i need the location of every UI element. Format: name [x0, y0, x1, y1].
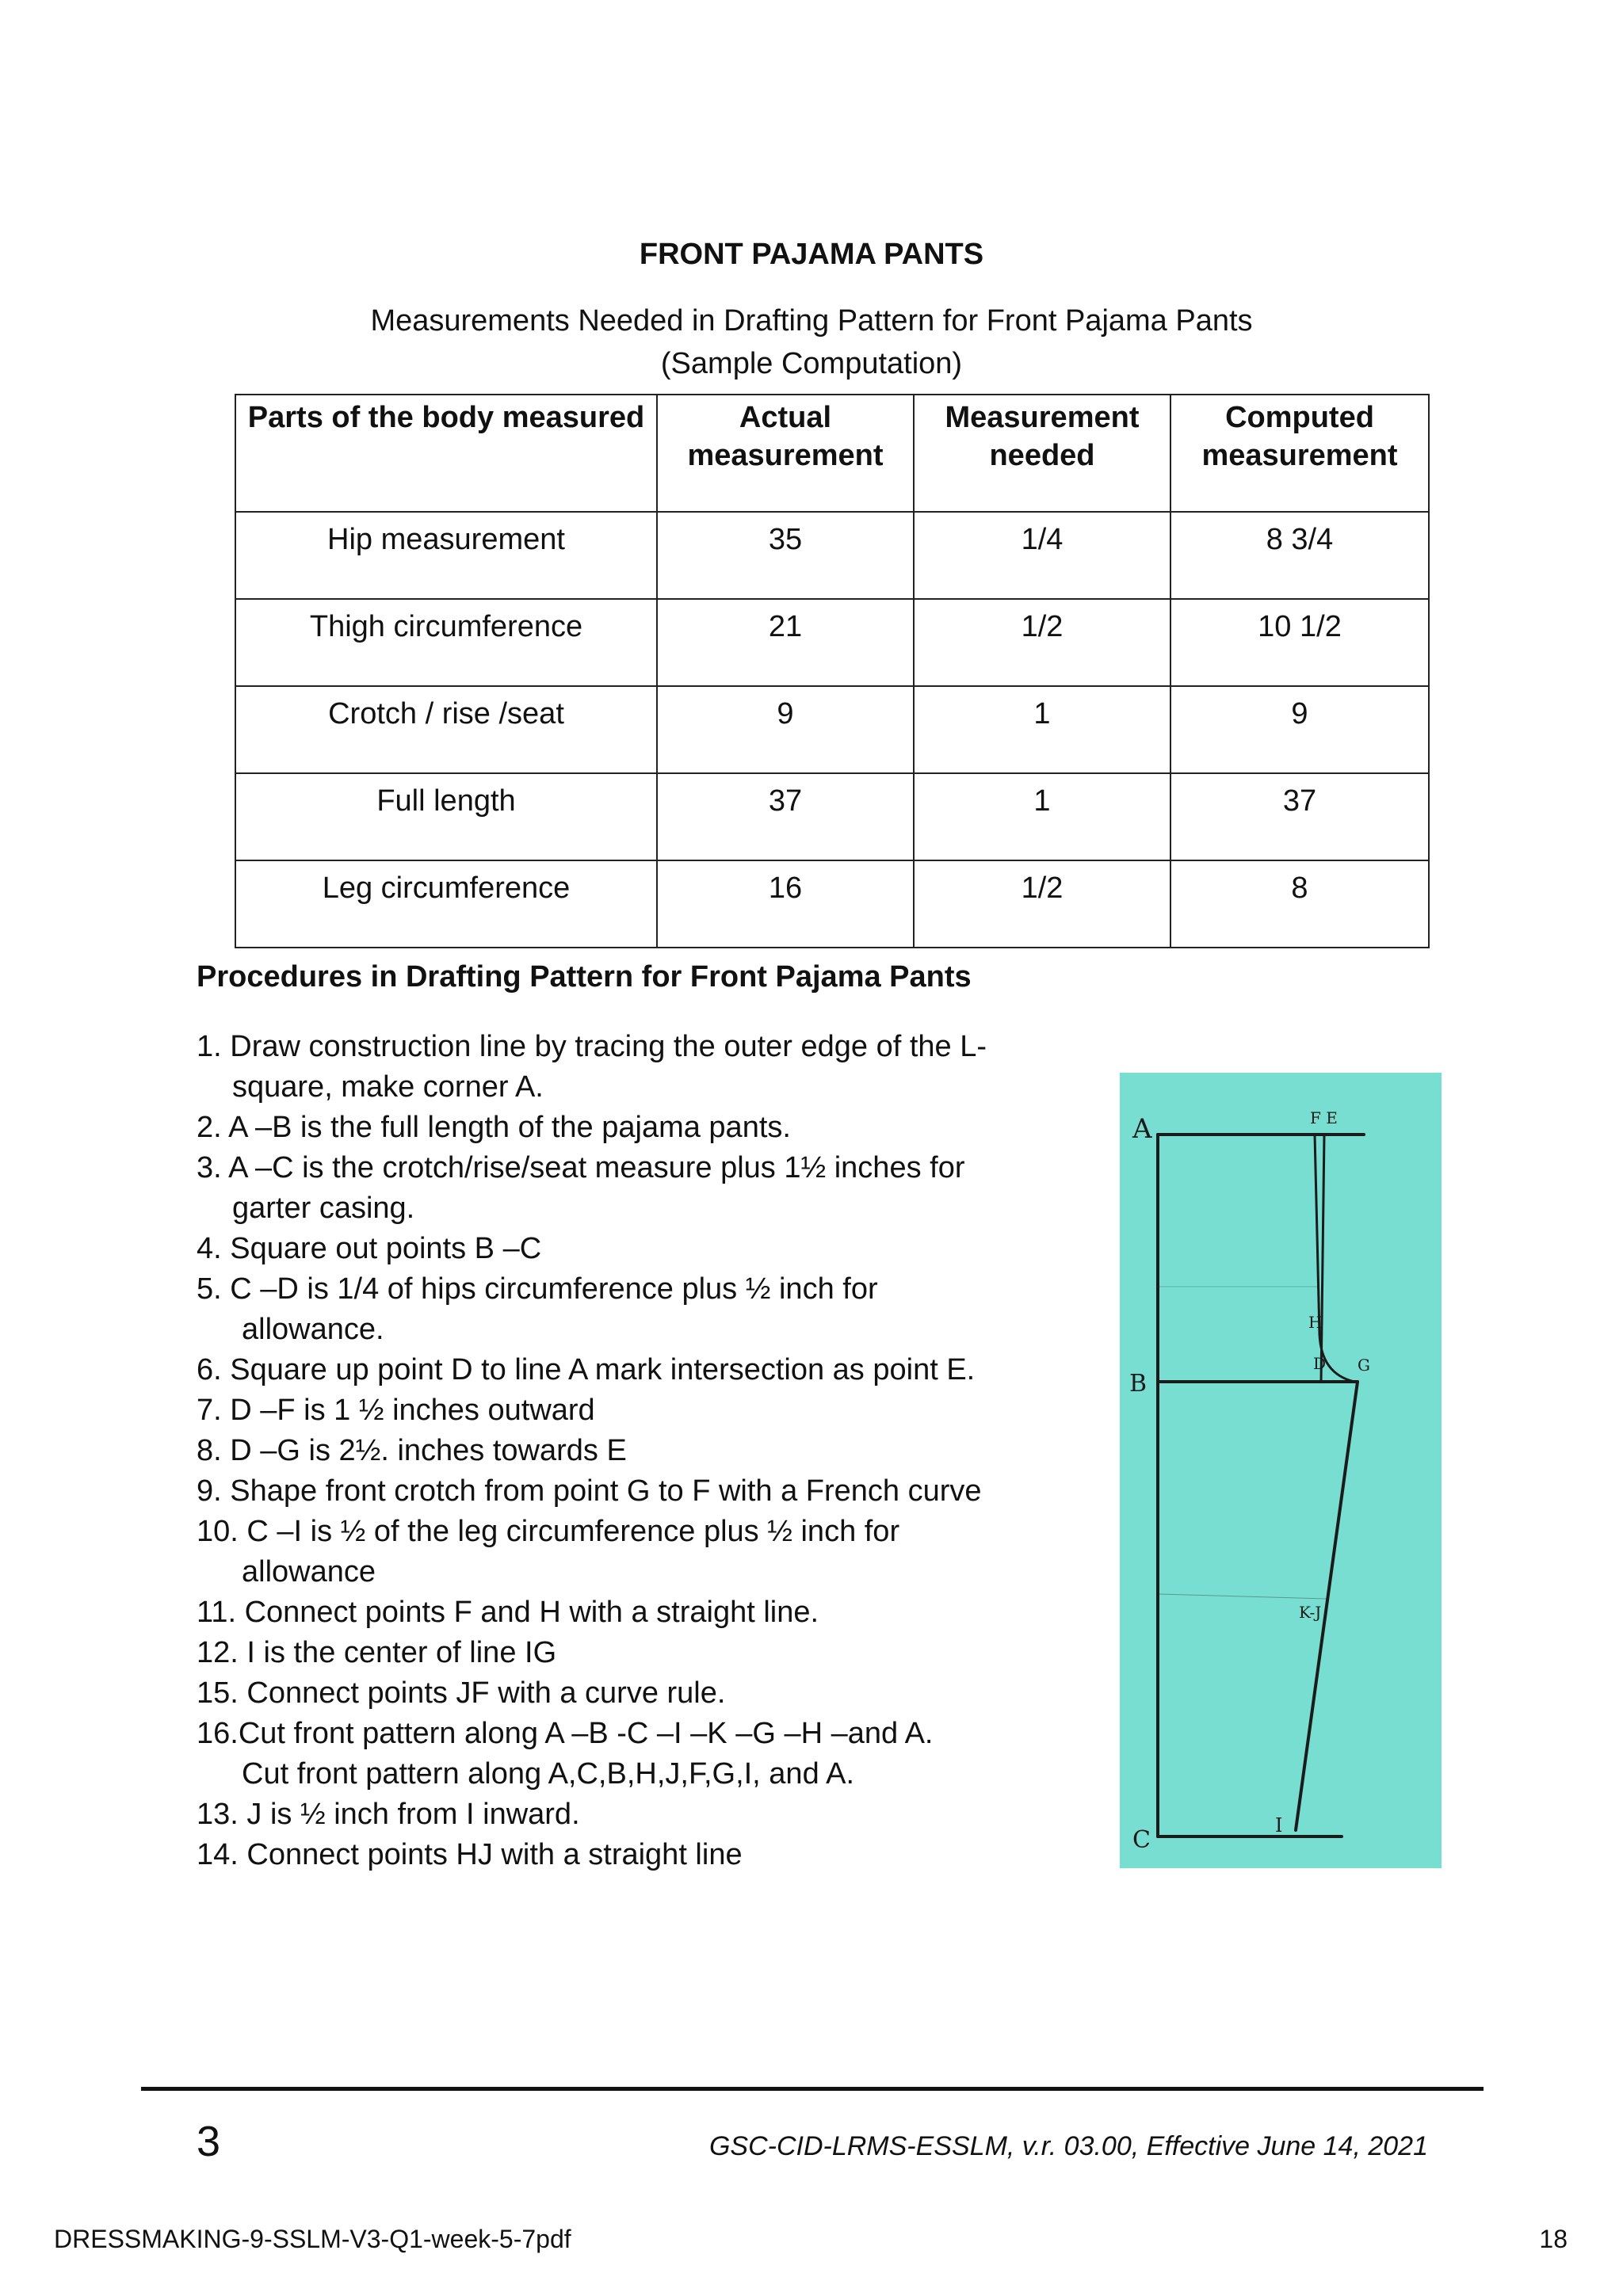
- cell-body-part: Thigh circumference: [235, 599, 657, 686]
- step-text: 16.Cut front pattern along A –B -C –I –K –G –H –and A.: [197, 1717, 934, 1750]
- cell-actual: 9: [657, 686, 914, 773]
- list-item: [197, 1431, 1084, 1471]
- measurements-table: [235, 394, 1430, 948]
- list-item: [197, 1471, 1084, 1512]
- page-number: 3: [197, 2118, 221, 2165]
- file-name: DRESSMAKING-9-SSLM-V3-Q1-week-5-7pdf: [54, 2225, 571, 2253]
- point-h-label: H: [1308, 1313, 1323, 1332]
- list-item: [197, 1148, 1084, 1229]
- step-text: 1. Draw construction line by tracing the outer edge of the L-: [197, 1030, 987, 1063]
- list-item: [197, 1269, 1084, 1350]
- list-item: [197, 1673, 1084, 1714]
- cell-needed: 1/2: [914, 599, 1170, 686]
- procedure-steps: [197, 1027, 1084, 1875]
- photo-shading: [1120, 1073, 1442, 1868]
- table-row: [235, 686, 1429, 773]
- column-header-body-part: Parts of the body measured: [235, 395, 657, 512]
- step-text: 8. D –G is 2½. inches towards E: [197, 1434, 627, 1467]
- sheet-number: 18: [1539, 2225, 1568, 2253]
- point-fe-label: F E: [1310, 1108, 1338, 1127]
- list-item: [197, 1835, 1084, 1875]
- table-header-row: [235, 395, 1429, 512]
- step-continuation: garter casing.: [232, 1192, 415, 1225]
- cell-actual: 37: [657, 773, 914, 860]
- table-caption-line-1: Measurements Needed in Drafting Pattern for Front Pajama Pants: [370, 304, 1253, 338]
- step-text: 10. C –I is ½ of the leg circumference plus ½ inch for: [197, 1515, 900, 1548]
- step-text: 6. Square up point D to line A mark intersection as point E.: [197, 1353, 976, 1386]
- list-item: [197, 1229, 1084, 1269]
- step-text: 13. J is ½ inch from I inward.: [197, 1798, 580, 1831]
- cell-computed: 10 1/2: [1170, 599, 1429, 686]
- cell-body-part: Crotch / rise /seat: [235, 686, 657, 773]
- list-item: [197, 1633, 1084, 1673]
- table-row: [235, 512, 1429, 599]
- step-text: 7. D –F is 1 ½ inches outward: [197, 1394, 595, 1427]
- cell-actual: 21: [657, 599, 914, 686]
- step-text: 2. A –B is the full length of the pajama pants.: [197, 1111, 791, 1144]
- step-continuation: allowance.: [242, 1313, 384, 1346]
- pattern-draft-photo: [1120, 1073, 1442, 1868]
- list-item: [197, 1512, 1084, 1592]
- table-row: [235, 773, 1429, 860]
- step-text: 11. Connect points F and H with a straight line.: [197, 1596, 819, 1629]
- column-header-needed: Measurement needed: [914, 395, 1170, 512]
- footer-divider: [141, 2087, 1484, 2091]
- point-c-label: C: [1132, 1826, 1151, 1854]
- point-i-label: I: [1275, 1814, 1283, 1836]
- pattern-draft-diagram: [1120, 1073, 1442, 1868]
- procedures-heading: Procedures in Drafting Pattern for Front Pajama Pants: [197, 960, 972, 994]
- step-continuation: allowance: [242, 1555, 376, 1589]
- point-a-label: A: [1132, 1113, 1152, 1145]
- list-item: [197, 1592, 1084, 1633]
- point-g-label: G: [1358, 1356, 1370, 1375]
- table-caption: [0, 299, 1623, 385]
- table-caption-line-2: (Sample Computation): [660, 347, 963, 380]
- step-text: 4. Square out points B –C: [197, 1232, 542, 1265]
- cell-needed: 1: [914, 686, 1170, 773]
- column-header-computed: Computed measurement: [1170, 395, 1429, 512]
- step-text: 14. Connect points HJ with a straight line: [197, 1838, 743, 1871]
- step-continuation: Cut front pattern along A,C,B,H,J,F,G,I, and A.: [242, 1757, 855, 1791]
- cell-computed: 8: [1170, 860, 1429, 948]
- point-d-label: D: [1313, 1354, 1327, 1373]
- cell-needed: 1/4: [914, 512, 1170, 599]
- cell-computed: 37: [1170, 773, 1429, 860]
- table-row: [235, 860, 1429, 948]
- step-text: 9. Shape front crotch from point G to F with a French curve: [197, 1474, 982, 1508]
- cell-computed: 8 3/4: [1170, 512, 1429, 599]
- document-code: GSC-CID-LRMS-ESSLM, v.r. 03.00, Effective June 14, 2021: [708, 2131, 1428, 2161]
- cell-needed: 1: [914, 773, 1170, 860]
- cell-body-part: Full length: [235, 773, 657, 860]
- step-text: 12. I is the center of line IG: [197, 1636, 557, 1669]
- table-row: [235, 599, 1429, 686]
- point-b-label: B: [1129, 1370, 1148, 1398]
- list-item: [197, 1108, 1084, 1148]
- list-item: [197, 1390, 1084, 1431]
- cell-body-part: Hip measurement: [235, 512, 657, 599]
- step-text: 5. C –D is 1/4 of hips circumference plus ½ inch for: [197, 1272, 878, 1306]
- list-item: [197, 1350, 1084, 1390]
- step-text: 3. A –C is the crotch/rise/seat measure plus 1½ inches for: [197, 1151, 965, 1184]
- cell-needed: 1/2: [914, 860, 1170, 948]
- column-header-actual: Actual measurement: [657, 395, 914, 512]
- step-text: 15. Connect points JF with a curve rule.: [197, 1676, 726, 1710]
- list-item: [197, 1027, 1084, 1108]
- cell-actual: 35: [657, 512, 914, 599]
- cell-body-part: Leg circumference: [235, 860, 657, 948]
- list-item: [197, 1714, 1084, 1794]
- list-item: [197, 1794, 1084, 1835]
- cell-computed: 9: [1170, 686, 1429, 773]
- page-title: FRONT PAJAMA PANTS: [639, 238, 984, 271]
- point-kj-label: K-J: [1299, 1603, 1322, 1622]
- cell-actual: 16: [657, 860, 914, 948]
- step-continuation: square, make corner A.: [232, 1070, 544, 1104]
